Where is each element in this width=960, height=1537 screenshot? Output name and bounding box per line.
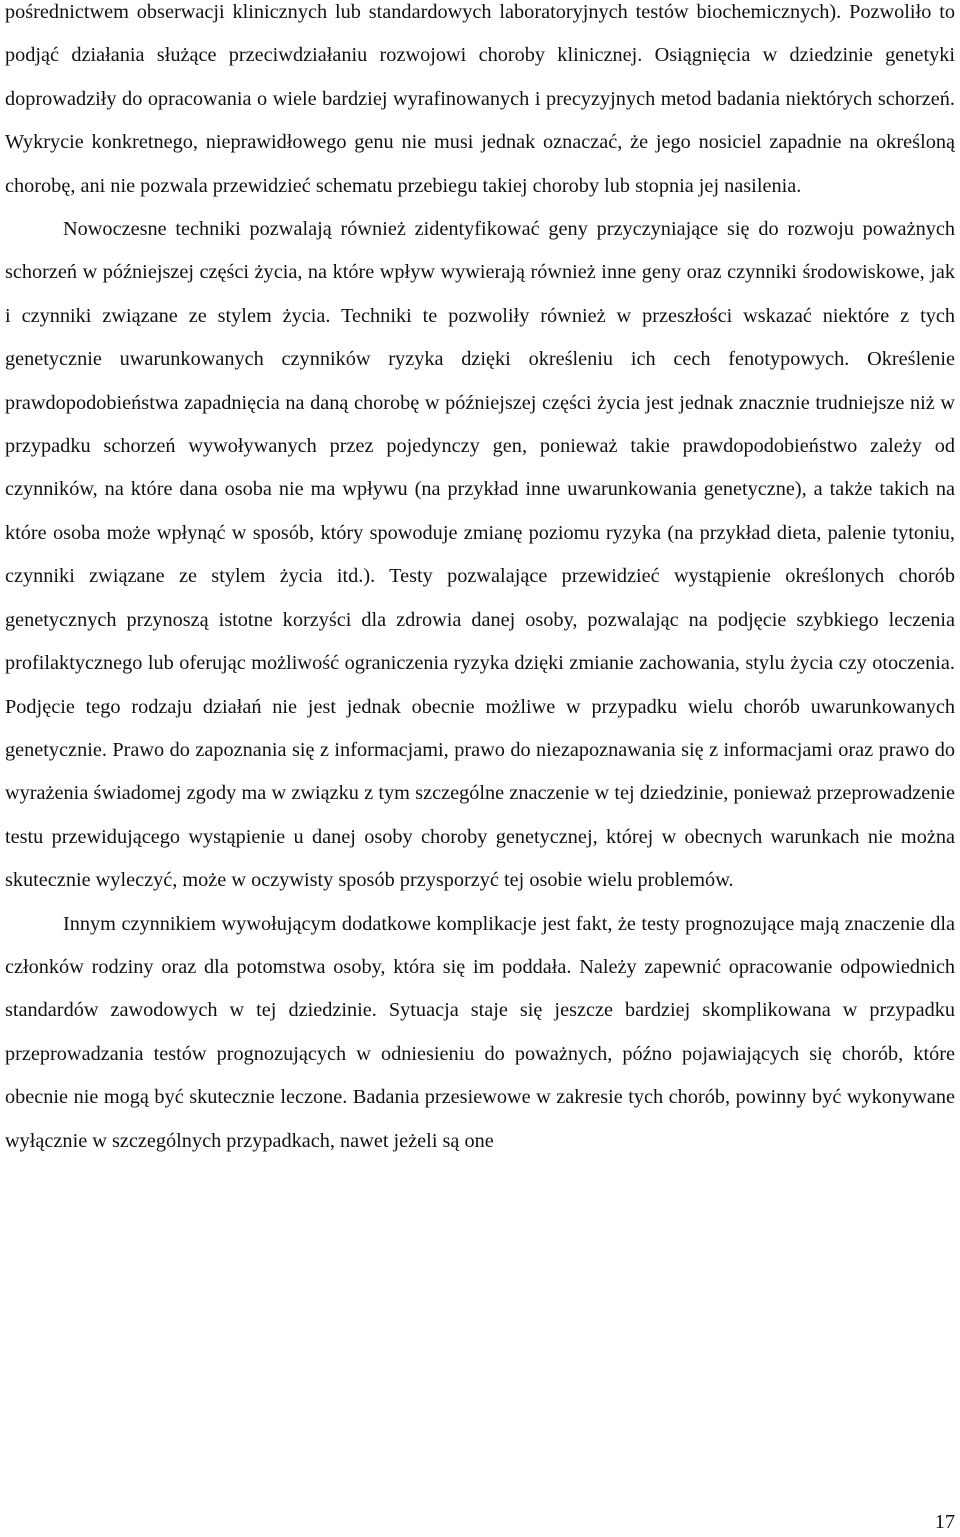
page-number: 17: [934, 1511, 955, 1533]
document-body: [5, 0, 955, 1163]
paragraph-modern-techniques: Nowoczesne techniki pozwalają również zidentyfikować geny przyczyniające się do rozwoju poważnych schorzeń w późniejszej części życia, na które wpływ wywierają również inne geny oraz czynniki środowiskowe, jak i czynniki związane ze stylem życia. Techniki te pozwoliły również w przeszłości wskazać niektóre z tych genetycznie uwarunkowanych czynników ryzyka dzięki określeniu ich cech fenotypowych. Określenie prawdopodobieństwa zapadnięcia na daną chorobę w późniejszej części życia jest jednak znacznie trudniejsze niż w przypadku schorzeń wywoływanych przez pojedynczy gen, ponieważ takie prawdopodobieństwo zależy od czynników, na które dana osoba nie ma wpływu (na przykład inne uwarunkowania genetyczne), a także takich na które osoba może wpłynąć w sposób, który spowoduje zmianę poziomu ryzyka (na przykład dieta, palenie tytoniu, czynniki związane ze stylem życia itd.). Testy pozwalające przewidzieć wystąpienie określonych chorób genetycznych przynoszą istotne korzyści dla zdrowia danej osoby, pozwalając na podjęcie szybkiego leczenia profilaktycznego lub oferując możliwość ograniczenia ryzyka dzięki zmianie zachowania, stylu życia czy otoczenia. Podjęcie tego rodzaju działań nie jest jednak obecnie możliwe w przypadku wielu chorób uwarunkowanych genetycznie. Prawo do zapoznania się z informacjami, prawo do niezapoznawania się z informacjami oraz prawo do wyrażenia świadomej zgody ma w związku z tym szczególne znaczenie w tej dziedzinie, ponieważ przeprowadzenie testu przewidującego wystąpienie u danej osoby choroby genetycznej, której w obecnych warunkach nie można skutecznie wyleczyć, może w oczywisty sposób przysporzyć tej osobie wielu problemów.: [5, 218, 955, 892]
paragraph-family-implications: Innym czynnikiem wywołującym dodatkowe komplikacje jest fakt, że testy prognozujące mają znaczenie dla członków rodziny oraz dla potomstwa osoby, która się im poddała. Należy zapewnić opracowanie odpowiednich standardów zawodowych w tej dziedzinie. Sytuacja staje się jeszcze bardziej skomplikowana w przypadku przeprowadzania testów prognozujących w odniesieniu do poważnych, późno pojawiających się chorób, które obecnie nie mogą być skutecznie leczone. Badania przesiewowe w zakresie tych chorób, powinny być wykonywane wyłącznie w szczególnych przypadkach, nawet jeżeli są one: [5, 912, 955, 1152]
paragraph-continuation: pośrednictwem obserwacji klinicznych lub standardowych laboratoryjnych testów biochemicznych). Pozwoliło to podjąć działania służące przeciwdziałaniu rozwojowi choroby klinicznej. Osiągnięcia w dziedzinie genetyki doprowadziły do opracowania o wiele bardziej wyrafinowanych i precyzyjnych metod badania niektórych schorzeń. Wykrycie konkretnego, nieprawidłowego genu nie musi jednak oznaczać, że jego nosiciel zapadnie na określoną chorobę, ani nie pozwala przewidzieć schematu przebiegu takiej choroby lub stopnia jej nasilenia.: [5, 1, 955, 197]
